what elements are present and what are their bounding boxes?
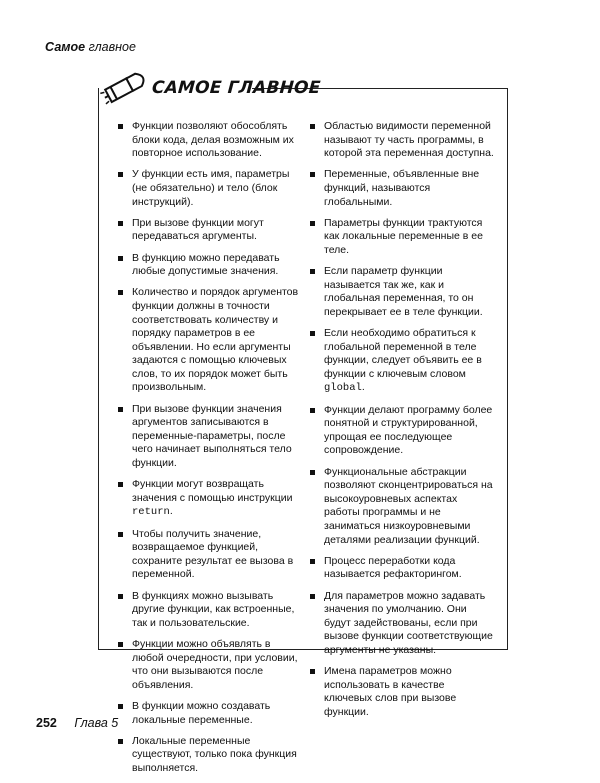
left-column	[118, 120, 302, 783]
bullet-square-icon	[310, 331, 315, 336]
item-text: Количество и порядок аргументов функции должны в точности соответствовать количеству и порядку параметров в ее объявлении. Но если аргументы задаются с помощью ключевых слов, то их порядок может быть произвольным.	[132, 286, 299, 394]
list-item	[310, 217, 494, 258]
list-item	[118, 120, 302, 161]
item-text: Переменные, объявленные вне функций, называются глобальными.	[324, 168, 480, 208]
bullet-square-icon	[118, 172, 123, 177]
box-title: САМОЕ ГЛАВНОЕ	[151, 78, 322, 98]
list-item	[118, 478, 302, 520]
item-text: Локальные переменные существуют, только пока функция выполняется.	[132, 734, 297, 774]
bullet-square-icon	[310, 470, 315, 475]
item-text: При вызове функции значения аргументов записываются в переменные-параметры, после чего начинает выполняться тело функции.	[132, 402, 292, 470]
code-keyword: return	[132, 506, 170, 519]
list-item	[118, 286, 302, 395]
bullet-square-icon	[118, 739, 123, 744]
item-text: Чтобы получить значение, возвращаемое функцией, сохраните результат ее вызова в переменной.	[132, 527, 294, 581]
item-text: Для параметров можно задавать значения по умолчанию. Они будут задействованы, если при вызове функции соответствующие аргументы не указаны.	[324, 589, 493, 656]
bullet-square-icon	[118, 407, 123, 412]
list-item	[118, 403, 302, 471]
item-text: Если необходимо обратиться к глобальной переменной в теле функции, следует объявить ее в функции с ключевым словом	[324, 327, 482, 380]
item-text: Функциональные абстракции позволяют сконцентрироваться на высокоуровневых аспектах работы программы и не заниматься низкоуровневыми деталями реализации функций.	[324, 465, 493, 546]
list-item	[310, 555, 494, 582]
item-text: .	[169, 505, 173, 518]
page-footer	[36, 716, 118, 730]
bullet-square-icon	[118, 532, 123, 537]
list-item	[310, 466, 494, 548]
bullet-icon	[100, 66, 154, 106]
bullet-square-icon	[310, 124, 315, 129]
item-text: Функции делают программу более понятной и структурированной, упрощая ее последующее сопровождение.	[324, 403, 493, 457]
list-item	[118, 217, 302, 244]
bullet-square-icon	[118, 594, 123, 599]
page-number: 252	[36, 716, 57, 730]
list-item	[310, 327, 494, 396]
list-item	[118, 252, 302, 279]
bullet-square-icon	[118, 290, 123, 295]
bullet-square-icon	[118, 221, 123, 226]
code-keyword: global	[324, 382, 362, 395]
item-text: В функциях можно вызывать другие функции, как встроенные, так и пользовательские.	[132, 589, 295, 629]
item-text: Функции можно объявлять в любой очередности, при условии, что они вызываются после объявления.	[132, 637, 298, 691]
list-item	[118, 638, 302, 692]
item-text: Параметры функции трактуются как локальные переменные в ее теле.	[324, 216, 483, 256]
item-text: .	[361, 381, 365, 394]
bullet-square-icon	[310, 269, 315, 274]
item-text: Имена параметров можно использовать в качестве ключевых слов при вызове функции.	[324, 665, 457, 718]
item-text: Если параметр функции называется так же, как и глобальная переменная, то он перекрывает ее в теле функции.	[324, 265, 483, 318]
list-item	[118, 700, 302, 727]
list-item	[310, 590, 494, 658]
bullet-square-icon	[310, 221, 315, 226]
bullet-square-icon	[118, 704, 123, 709]
list-item	[310, 404, 494, 458]
bullet-square-icon	[310, 172, 315, 177]
bullet-square-icon	[310, 408, 315, 413]
bullet-square-icon	[310, 594, 315, 599]
list-item	[310, 665, 494, 719]
item-text: Функции могут возвращать значения с помощью инструкции	[132, 478, 293, 504]
bullet-square-icon	[118, 124, 123, 129]
list-item	[118, 590, 302, 631]
item-text: В функции можно создавать локальные переменные.	[132, 699, 271, 726]
item-text: При вызове функции могут передаваться аргументы.	[132, 216, 264, 243]
running-header	[45, 40, 136, 54]
list-item	[118, 168, 302, 209]
left-bullet-list	[118, 120, 302, 775]
bullet-square-icon	[310, 559, 315, 564]
bullet-square-icon	[118, 256, 123, 261]
item-text: Процесс переработки кода называется рефакторингом.	[324, 554, 462, 581]
bullet-square-icon	[118, 642, 123, 647]
item-text: В функцию можно передавать любые допустимые значения.	[132, 251, 280, 278]
list-item	[310, 120, 494, 161]
running-header-italic: главное	[88, 40, 136, 54]
list-item	[310, 265, 494, 319]
item-text: Областью видимости переменной называют ту часть программы, в которой эта переменная доступна.	[324, 120, 494, 160]
chapter-label: Глава 5	[74, 716, 119, 730]
list-item	[118, 528, 302, 582]
bullet-square-icon	[118, 482, 123, 487]
running-header-bold: Самое	[45, 40, 86, 54]
item-text: У функции есть имя, параметры (не обязательно) и тело (блок инструкций).	[132, 168, 290, 208]
list-item	[118, 735, 302, 776]
item-text: Функции позволяют обособлять блоки кода, делая возможным их повторное использование.	[132, 120, 294, 160]
bullet-square-icon	[310, 669, 315, 674]
right-bullet-list	[310, 120, 494, 720]
list-item	[310, 168, 494, 209]
right-column	[310, 120, 494, 727]
